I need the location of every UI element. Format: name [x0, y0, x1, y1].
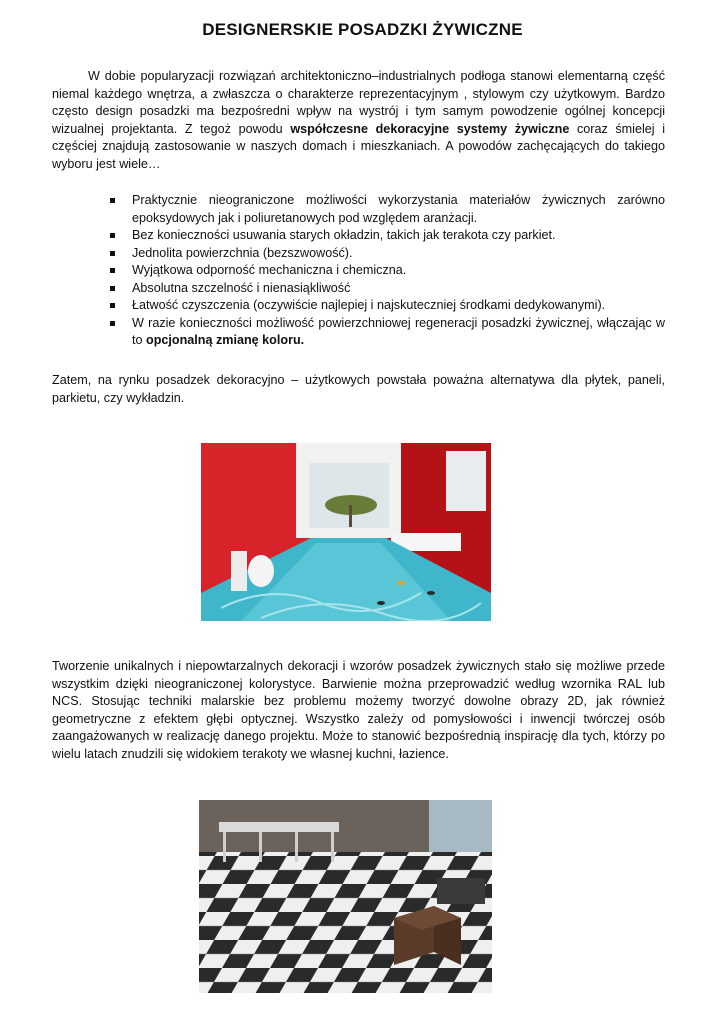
list-item-text: Praktycznie nieograniczone możliwości wykorzystania materiałów żywicznych zarówno epoksydowych jak i poliuretanowych pod względem aranżacji. [132, 193, 665, 225]
list-item-text: Jednolita powierzchnia (bezszwowość). [132, 245, 353, 260]
bullet-square-icon [110, 233, 115, 238]
list-item-text: Łatwość czyszczenia (oczywiście najlepiej i najskuteczniej środkami dedykowanymi). [132, 298, 606, 312]
bullet-square-icon [110, 321, 115, 326]
bullet-square-icon [110, 303, 115, 308]
bullet-square-icon [110, 286, 115, 291]
checkerboard-floor-photo [199, 800, 492, 993]
list-item [110, 315, 665, 350]
list-item [110, 280, 665, 298]
list-item [110, 227, 665, 245]
intro-bold-phrase: współczesne dekoracyjne systemy żywiczne [290, 121, 570, 136]
intro-text-part1: W dobie popularyzacji rozwiązań architektoniczno–industrialnych podłoga stanowi elementarną część niemal każdego wnętrza, a zwłaszcza o charakterze reprezentacyjnym , stylowym czy użytkowym. Bardzo często design posadzki ma bezpośredni wpływ na wystrój i tym samym powodzenie ogólnej koncepcji wizualnej projektanta. Z tegoż powodu [52, 69, 665, 136]
list-item [110, 245, 665, 263]
bathroom-photo-icon [201, 443, 491, 621]
list-item-text: Absolutna szczelność i nienasiąkliwość [132, 280, 351, 295]
list-item-text: W razie konieczności możliwość powierzchniowej regeneracji posadzki żywicznej, włączając w to [132, 315, 665, 347]
alternative-paragraph: Zatem, na rynku posadzek dekoracyjno – użytkowych powstała poważna alternatywa dla płytek, paneli, parkietu, czy wykładzin. [52, 373, 665, 405]
coloring-paragraph: Tworzenie unikalnych i niepowtarzalnych dekoracji i wzorów posadzek żywicznych stało się możliwe przede wszystkim dzięki nieograniczonej kolorystyce. Barwienie można przeprowadzić według wzornika RAL lub NCS. Stosując techniki malarskie bez problemu możemy tworzyć dowolne obrazy 2D, jak również geometryczne z efektem głębi optycznej. Wszystko zależy od pomysłowości i inwencji twórczej osób zaangażowanych w realizację danego projektu. Może to stanowić bezpośrednią inspirację dla tych, którzy po wielu latach znudzili się widokiem terakoty we własnej kuchni, łazience. [52, 659, 665, 761]
checker-photo-icon [199, 800, 492, 993]
list-item [110, 192, 665, 227]
intro-text-part2: coraz śmielej i częściej znajdują zastosowanie w naszych domach i mieszkaniach. A powodów zachęcających do takiego wyboru jest wiele… [52, 121, 665, 171]
list-item-text: Bez konieczności usuwania starych okładzin, takich jak terakota czy parkiet. [132, 228, 556, 242]
list-item [110, 297, 665, 315]
list-item-text: Wyjątkowa odporność mechaniczna i chemiczna. [132, 263, 407, 277]
bathroom-3d-floor-photo [201, 443, 491, 621]
benefits-list [110, 192, 665, 350]
bullet-square-icon [110, 251, 115, 256]
list-item [110, 262, 665, 280]
bullet-square-icon [110, 198, 115, 203]
bullet-square-icon [110, 268, 115, 273]
document-title: DESIGNERSKIE POSADZKI ŻYWICZNE [202, 20, 523, 39]
list-item-bold: opcjonalną zmianę koloru. [146, 333, 305, 347]
intro-paragraph [52, 68, 665, 173]
